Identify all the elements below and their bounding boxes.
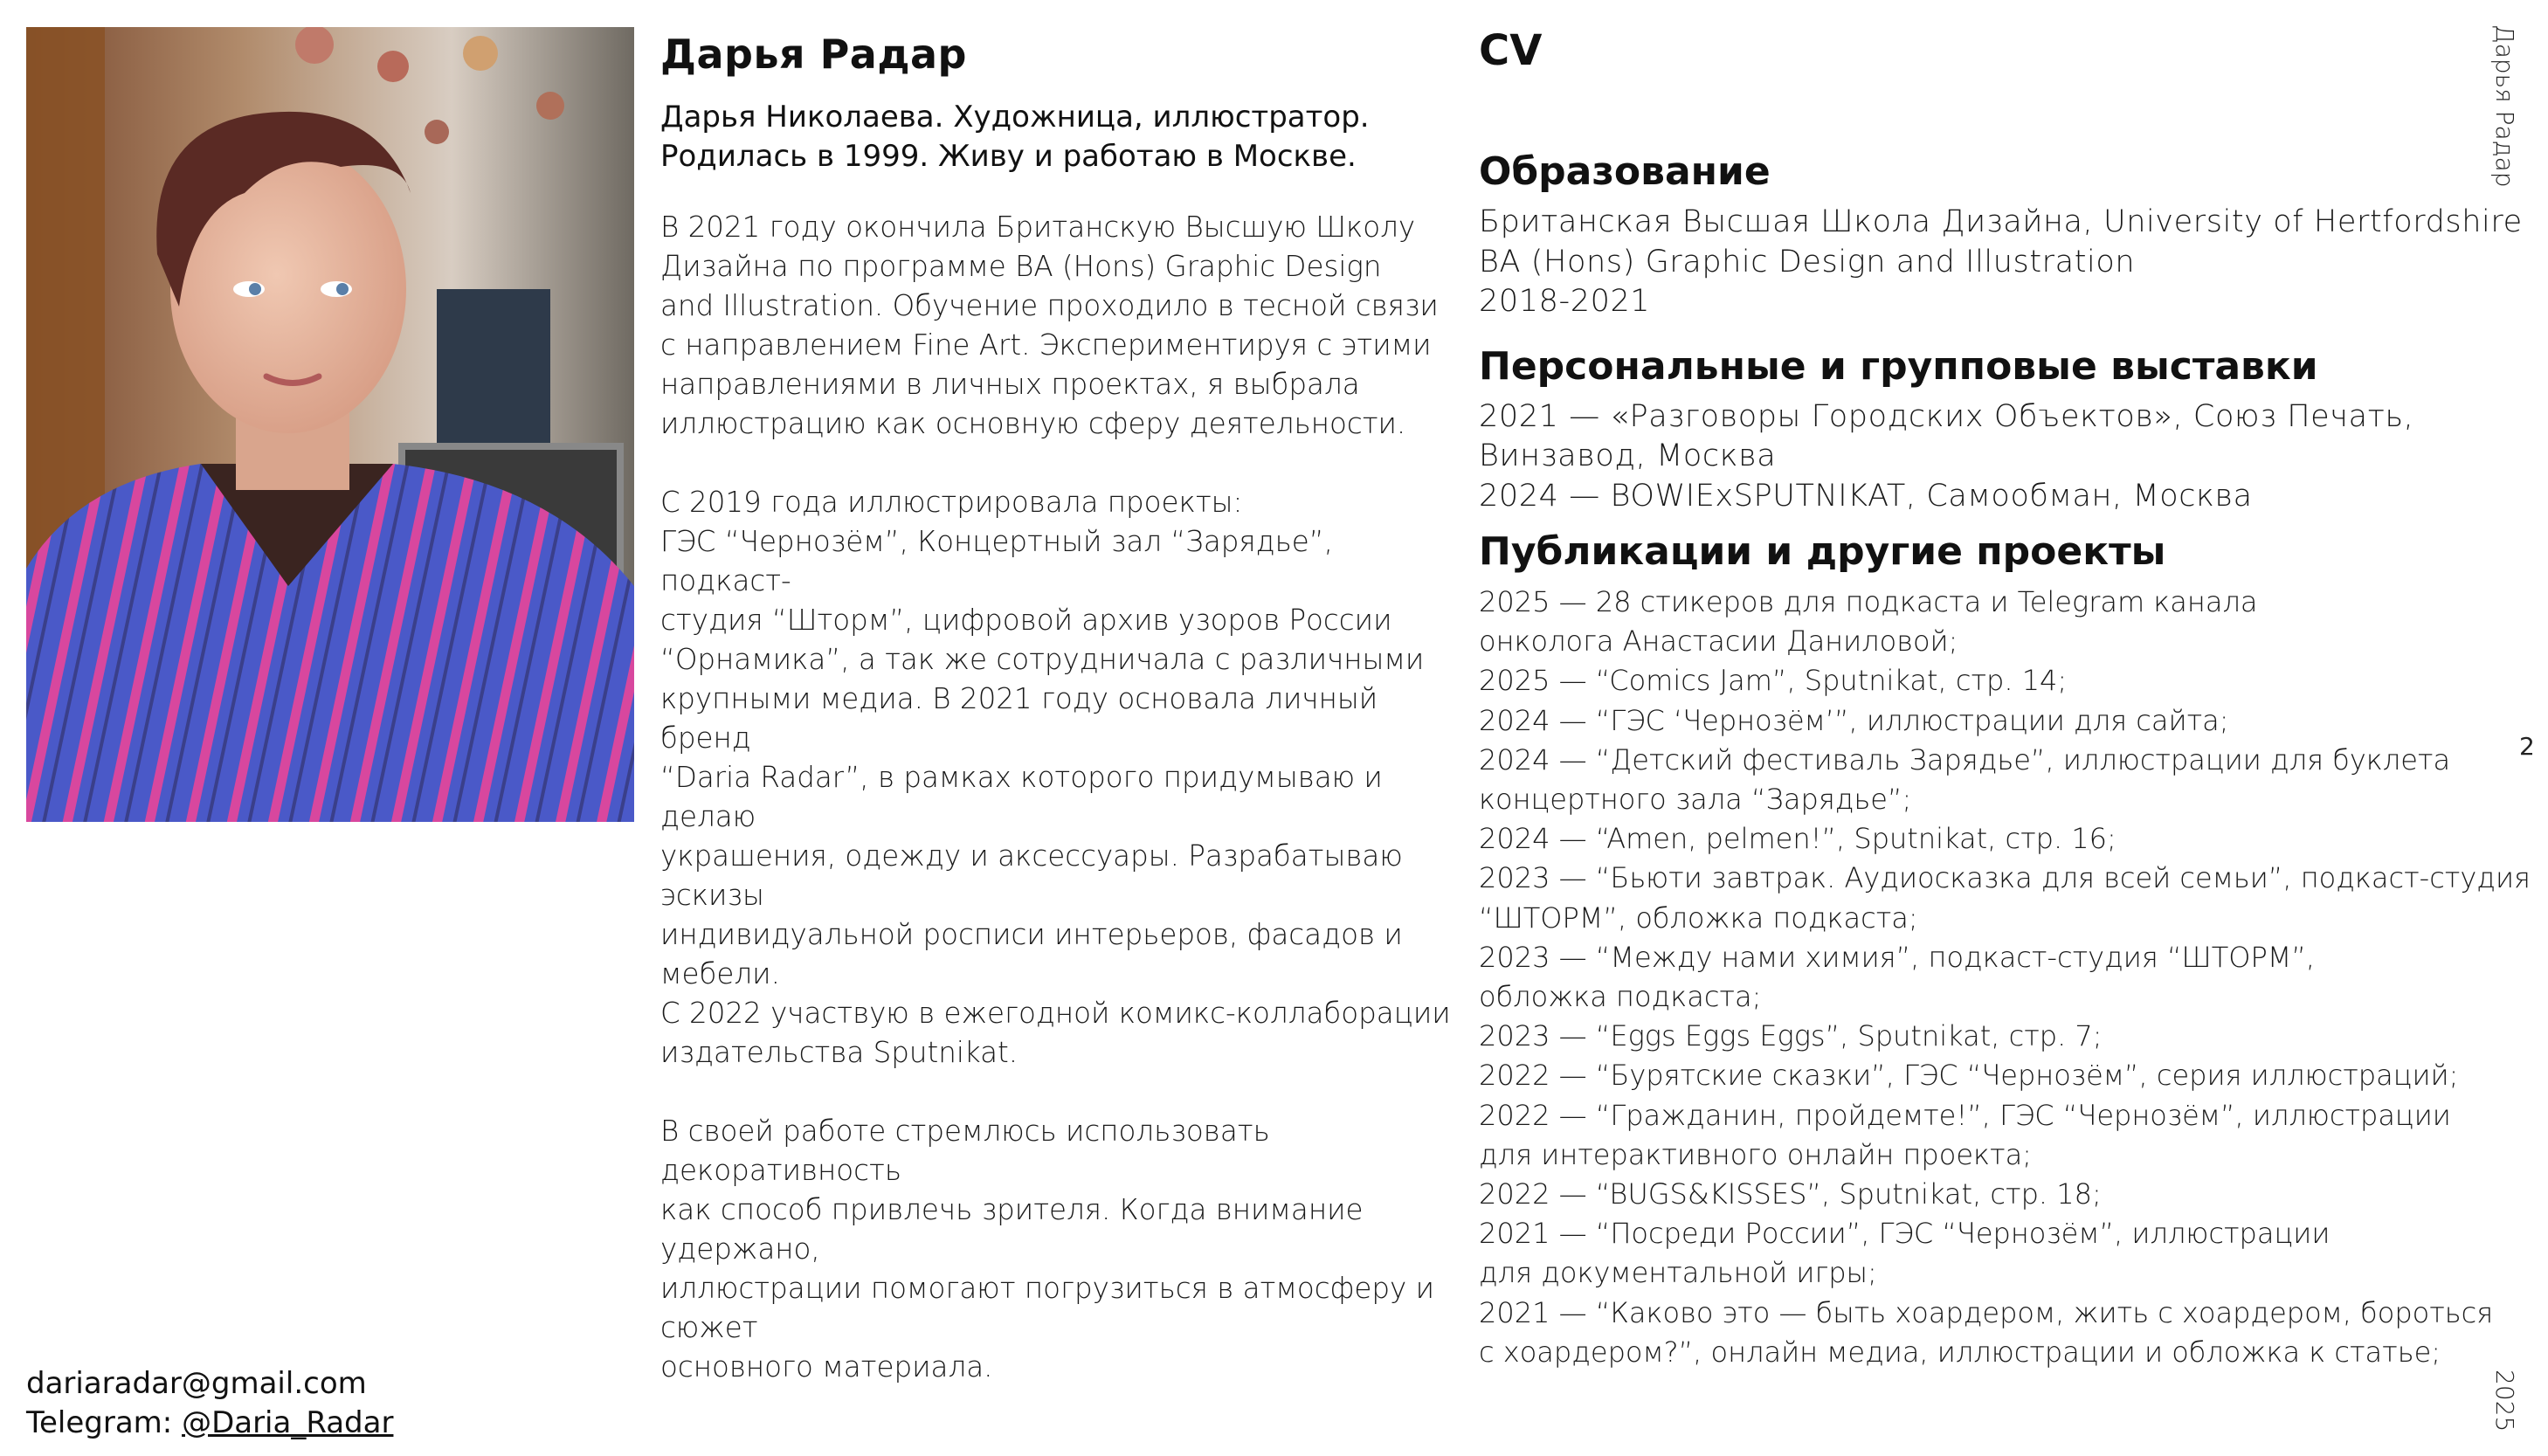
list-item: 2025 — 28 стикеров для подкаста и Telegram канала xyxy=(1479,585,2258,618)
list-item: 2025 — “Comics Jam”, Sputnikat, стр. 14; xyxy=(1479,664,2068,698)
list-item: для интерактивного онлайн проекта; xyxy=(1479,1137,2032,1171)
list-item: 2021 — “Каково это — быть хоардером, жить с хоардером, бороться xyxy=(1479,1295,2494,1329)
list-item: Британская Высшая Школа Дизайна, University of Hertfordshire xyxy=(1479,204,2523,239)
subtitle-line: Дарья Николаева. Художница, иллюстратор. xyxy=(660,100,1370,135)
text-line: В своей работе стремлюсь использовать декоративность xyxy=(660,1114,1270,1187)
list-item: “ШТОРМ”, обложка подкаста; xyxy=(1479,901,1918,935)
education-title: Образование xyxy=(1479,149,1771,194)
list-item: для документальной игры; xyxy=(1479,1256,1877,1290)
portrait-photo xyxy=(26,27,634,822)
text-line: “Орнамика”, а так же сотрудничала с различными xyxy=(660,643,1425,676)
list-item: 2022 — “BUGS&KISSES”, Sputnikat, стр. 18; xyxy=(1479,1177,2102,1211)
list-item: с хоардером?”, онлайн медиа, иллюстрации и обложка к статье; xyxy=(1479,1335,2441,1369)
text-line: ГЭС “Чернозём”, Концертный зал “Зарядье”, подкаст- xyxy=(660,525,1333,597)
list-item: 2024 — BOWIExSPUTNIKAT, Самообман, Москва xyxy=(1479,478,2253,514)
bio-paragraph-education xyxy=(660,208,1464,444)
text-line: с направлением Fine Art. Экспериментируя с этими xyxy=(660,328,1432,362)
text-line: как способ привлечь зрителя. Когда внимание удержано, xyxy=(660,1193,1364,1266)
list-item: концертного зала “Зарядье”; xyxy=(1479,783,1912,817)
side-year-vertical xyxy=(2479,1370,2531,1448)
bio-column xyxy=(660,26,1464,1387)
subtitle-line: Родилась в 1999. Живу и работаю в Москве. xyxy=(660,139,1357,174)
list-item: Винзавод, Москва xyxy=(1479,438,1777,473)
side-year-text: 2025 xyxy=(2490,1370,2519,1432)
list-item: 2024 — “Детский фестиваль Зарядье”, иллюстрации для буклета xyxy=(1479,742,2451,776)
text-line: иллюстрацию как основную сферу деятельности. xyxy=(660,407,1406,440)
publications-title: Публикации и другие проекты xyxy=(1479,529,2166,574)
telegram-label: Telegram: xyxy=(26,1405,183,1440)
list-item: 2021 — “Посреди России”, ГЭС “Чернозём”, иллюстрации xyxy=(1479,1217,2330,1251)
text-line: студия “Шторм”, цифровой архив узоров России xyxy=(660,604,1392,637)
bio-subtitle xyxy=(660,98,1464,176)
list-item: 2024 — “Amen, pelmen!”, Sputnikat, стр. 16; xyxy=(1479,822,2116,856)
text-line: Дизайна по программе BA (Hons) Graphic Design xyxy=(660,250,1382,283)
list-item: 2022 — “Бурятские сказки”, ГЭС “Чернозём”, серия иллюстраций; xyxy=(1479,1059,2459,1093)
list-item: обложка подкаста; xyxy=(1479,980,1762,1014)
text-line: and Illustration. Обучение проходило в тесной связи xyxy=(660,289,1439,322)
telegram-line xyxy=(26,1404,393,1443)
text-line: С 2022 участвую в ежегодной комикс-коллаборации xyxy=(660,997,1451,1030)
text-line: “Daria Radar”, в рамках которого придумываю и делаю xyxy=(660,761,1383,833)
education-list xyxy=(1479,203,2523,322)
side-name-vertical xyxy=(2479,24,2531,199)
text-line: С 2019 года иллюстрировала проекты: xyxy=(660,486,1243,519)
bio-paragraph-approach xyxy=(660,1112,1464,1387)
text-line: иллюстрации помогают погрузиться в атмосферу и сюжет xyxy=(660,1272,1434,1344)
list-item: 2023 — “Между нами химия”, подкаст-студия “ШТОРМ”, xyxy=(1479,940,2316,974)
text-line: основного материала. xyxy=(660,1350,993,1384)
bio-paragraph-projects xyxy=(660,483,1464,1073)
cv-heading: CV xyxy=(1479,26,1543,75)
exhibitions-list xyxy=(1479,397,2466,517)
list-item: онколога Анастасии Даниловой; xyxy=(1479,624,1958,659)
list-item: 2023 — “Бьюти завтрак. Аудиосказка для всей семьи”, подкаст-студия xyxy=(1479,861,2531,895)
list-item: 2021 — «Разговоры Городских Объектов», Союз Печать, xyxy=(1479,398,2414,434)
publications-list xyxy=(1479,583,2531,1372)
text-line: направлениями в личных проектах, я выбрала xyxy=(660,368,1360,401)
telegram-link[interactable]: @Daria_Radar xyxy=(182,1405,394,1440)
exhibitions-title: Персональные и групповые выставки xyxy=(1479,343,2318,389)
text-line: крупными медиа. В 2021 году основала личный бренд xyxy=(660,682,1378,755)
email-link[interactable]: dariaradar@gmail.com xyxy=(26,1366,367,1401)
text-line: издательства Sputnikat. xyxy=(660,1036,1019,1069)
text-line: индивидуальной росписи интерьеров, фасадов и мебели. xyxy=(660,918,1403,990)
text-line: украшения, одежду и аксессуары. Разрабатываю эскизы xyxy=(660,839,1403,912)
text-line: В 2021 году окончила Британскую Высшую Школу xyxy=(660,210,1416,244)
list-item: 2024 — “ГЭС ‘Чернозём’”, иллюстрации для сайта; xyxy=(1479,703,2229,737)
portrait-illustration xyxy=(26,27,634,822)
list-item: 2023 — “Eggs Eggs Eggs”, Sputnikat, стр. 7; xyxy=(1479,1019,2103,1053)
list-item: BA (Hons) Graphic Design and Illustration xyxy=(1479,244,2136,279)
page-number: 2 xyxy=(2519,732,2535,761)
list-item: 2022 — “Гражданин, пройдемте!”, ГЭС “Чернозём”, иллюстрации xyxy=(1479,1098,2451,1132)
side-name-text: Дарья Радар xyxy=(2490,24,2519,188)
contact-block xyxy=(26,1364,393,1443)
list-item: 2018-2021 xyxy=(1479,284,1651,319)
artist-name: Дарья Радар xyxy=(660,31,967,78)
